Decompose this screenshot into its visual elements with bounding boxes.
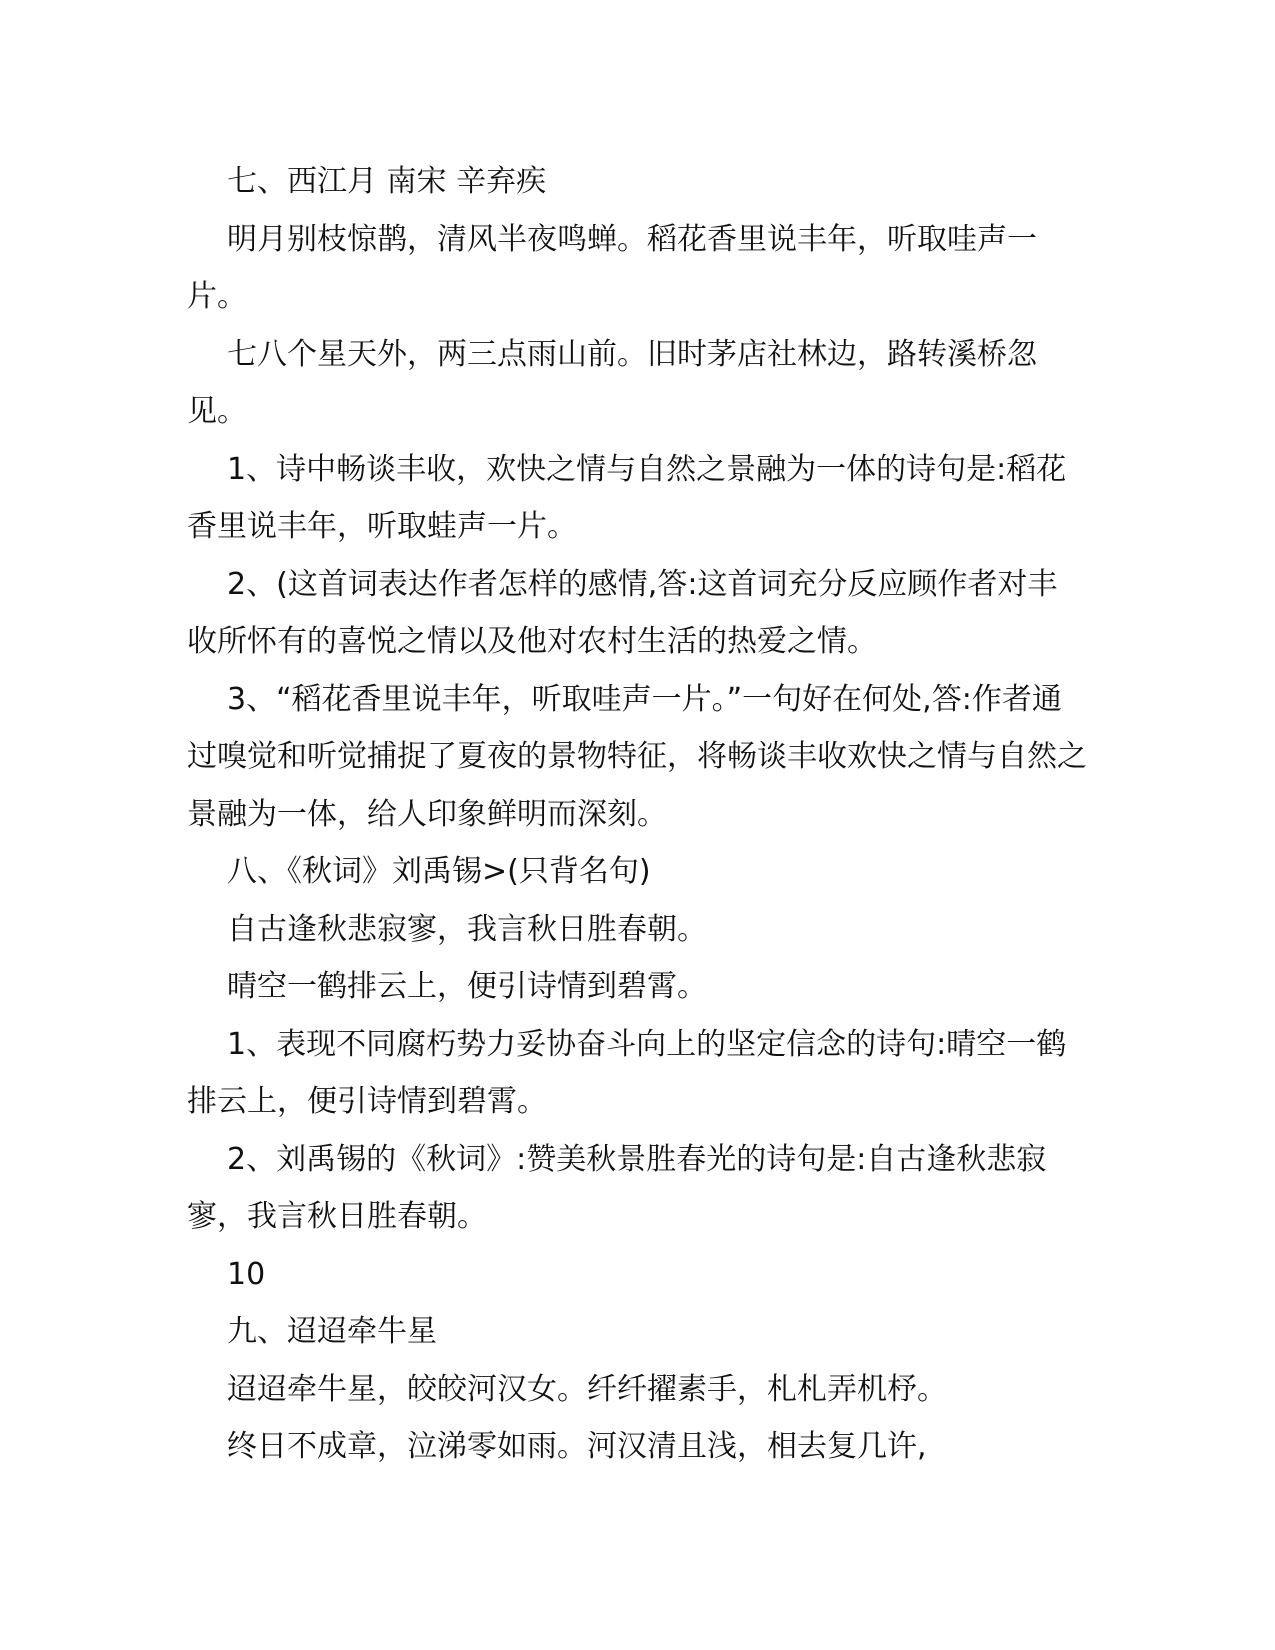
question-1: 1、诗中畅谈丰收，欢快之情与自然之景融为一体的诗句是:稻花香里说丰年，听取蛙声一片。 xyxy=(187,451,1067,544)
poem-line-2: 终日不成章，泣涕零如雨。河汉清且浅，相去复几许, xyxy=(227,1429,927,1464)
poem-line-1: 迢迢牵牛星，皎皎河汉女。纤纤擢素手，札札弄机杼。 xyxy=(227,1371,947,1407)
poem-stanza-1: 明月别枝惊鹊，清风半夜鸣蝉。稻花香里说丰年，听取哇声一片。 xyxy=(187,221,1037,314)
section-heading-xijiangyue: 七、西江月 南宋 辛弃疾 xyxy=(227,164,547,199)
poem-line-1: 自古逢秋悲寂寥，我言秋日胜春朝。 xyxy=(227,911,707,947)
section-heading-qiuci: 八、《秋词》刘禹锡>(只背名句) xyxy=(227,854,651,889)
page-number: 10 xyxy=(227,1256,266,1292)
poem-stanza-2: 七八个星天外，两三点雨山前。旧时茅店社林边，路转溪桥忽见。 xyxy=(187,336,1037,429)
section-heading-tiaotiao: 九、迢迢牵牛星 xyxy=(227,1314,437,1349)
poem-line-2: 晴空一鹤排云上，便引诗情到碧霄。 xyxy=(227,969,707,1004)
question-2: 2、刘禹锡的《秋词》:赞美秋景胜春光的诗句是:自古逢秋悲寂寥，我言秋日胜春朝。 xyxy=(187,1141,1047,1234)
document-body xyxy=(187,153,1087,1476)
question-1: 1、表现不同腐朽势力妥协奋斗向上的坚定信念的诗句:晴空一鹤排云上，便引诗情到碧霄。 xyxy=(187,1026,1067,1119)
question-3: 3、“稻花香里说丰年，听取哇声一片。”一句好在何处,答:作者通过嗅觉和听觉捕捉了夏夜的景物特征，将畅谈丰收欢快之情与自然之景融为一体，给人印象鲜明而深刻。 xyxy=(187,681,1087,832)
question-2: 2、(这首词表达作者怎样的感情,答:这首词充分反应顾作者对丰收所怀有的喜悦之情以及他对农村生活的热爱之情。 xyxy=(187,566,1058,659)
